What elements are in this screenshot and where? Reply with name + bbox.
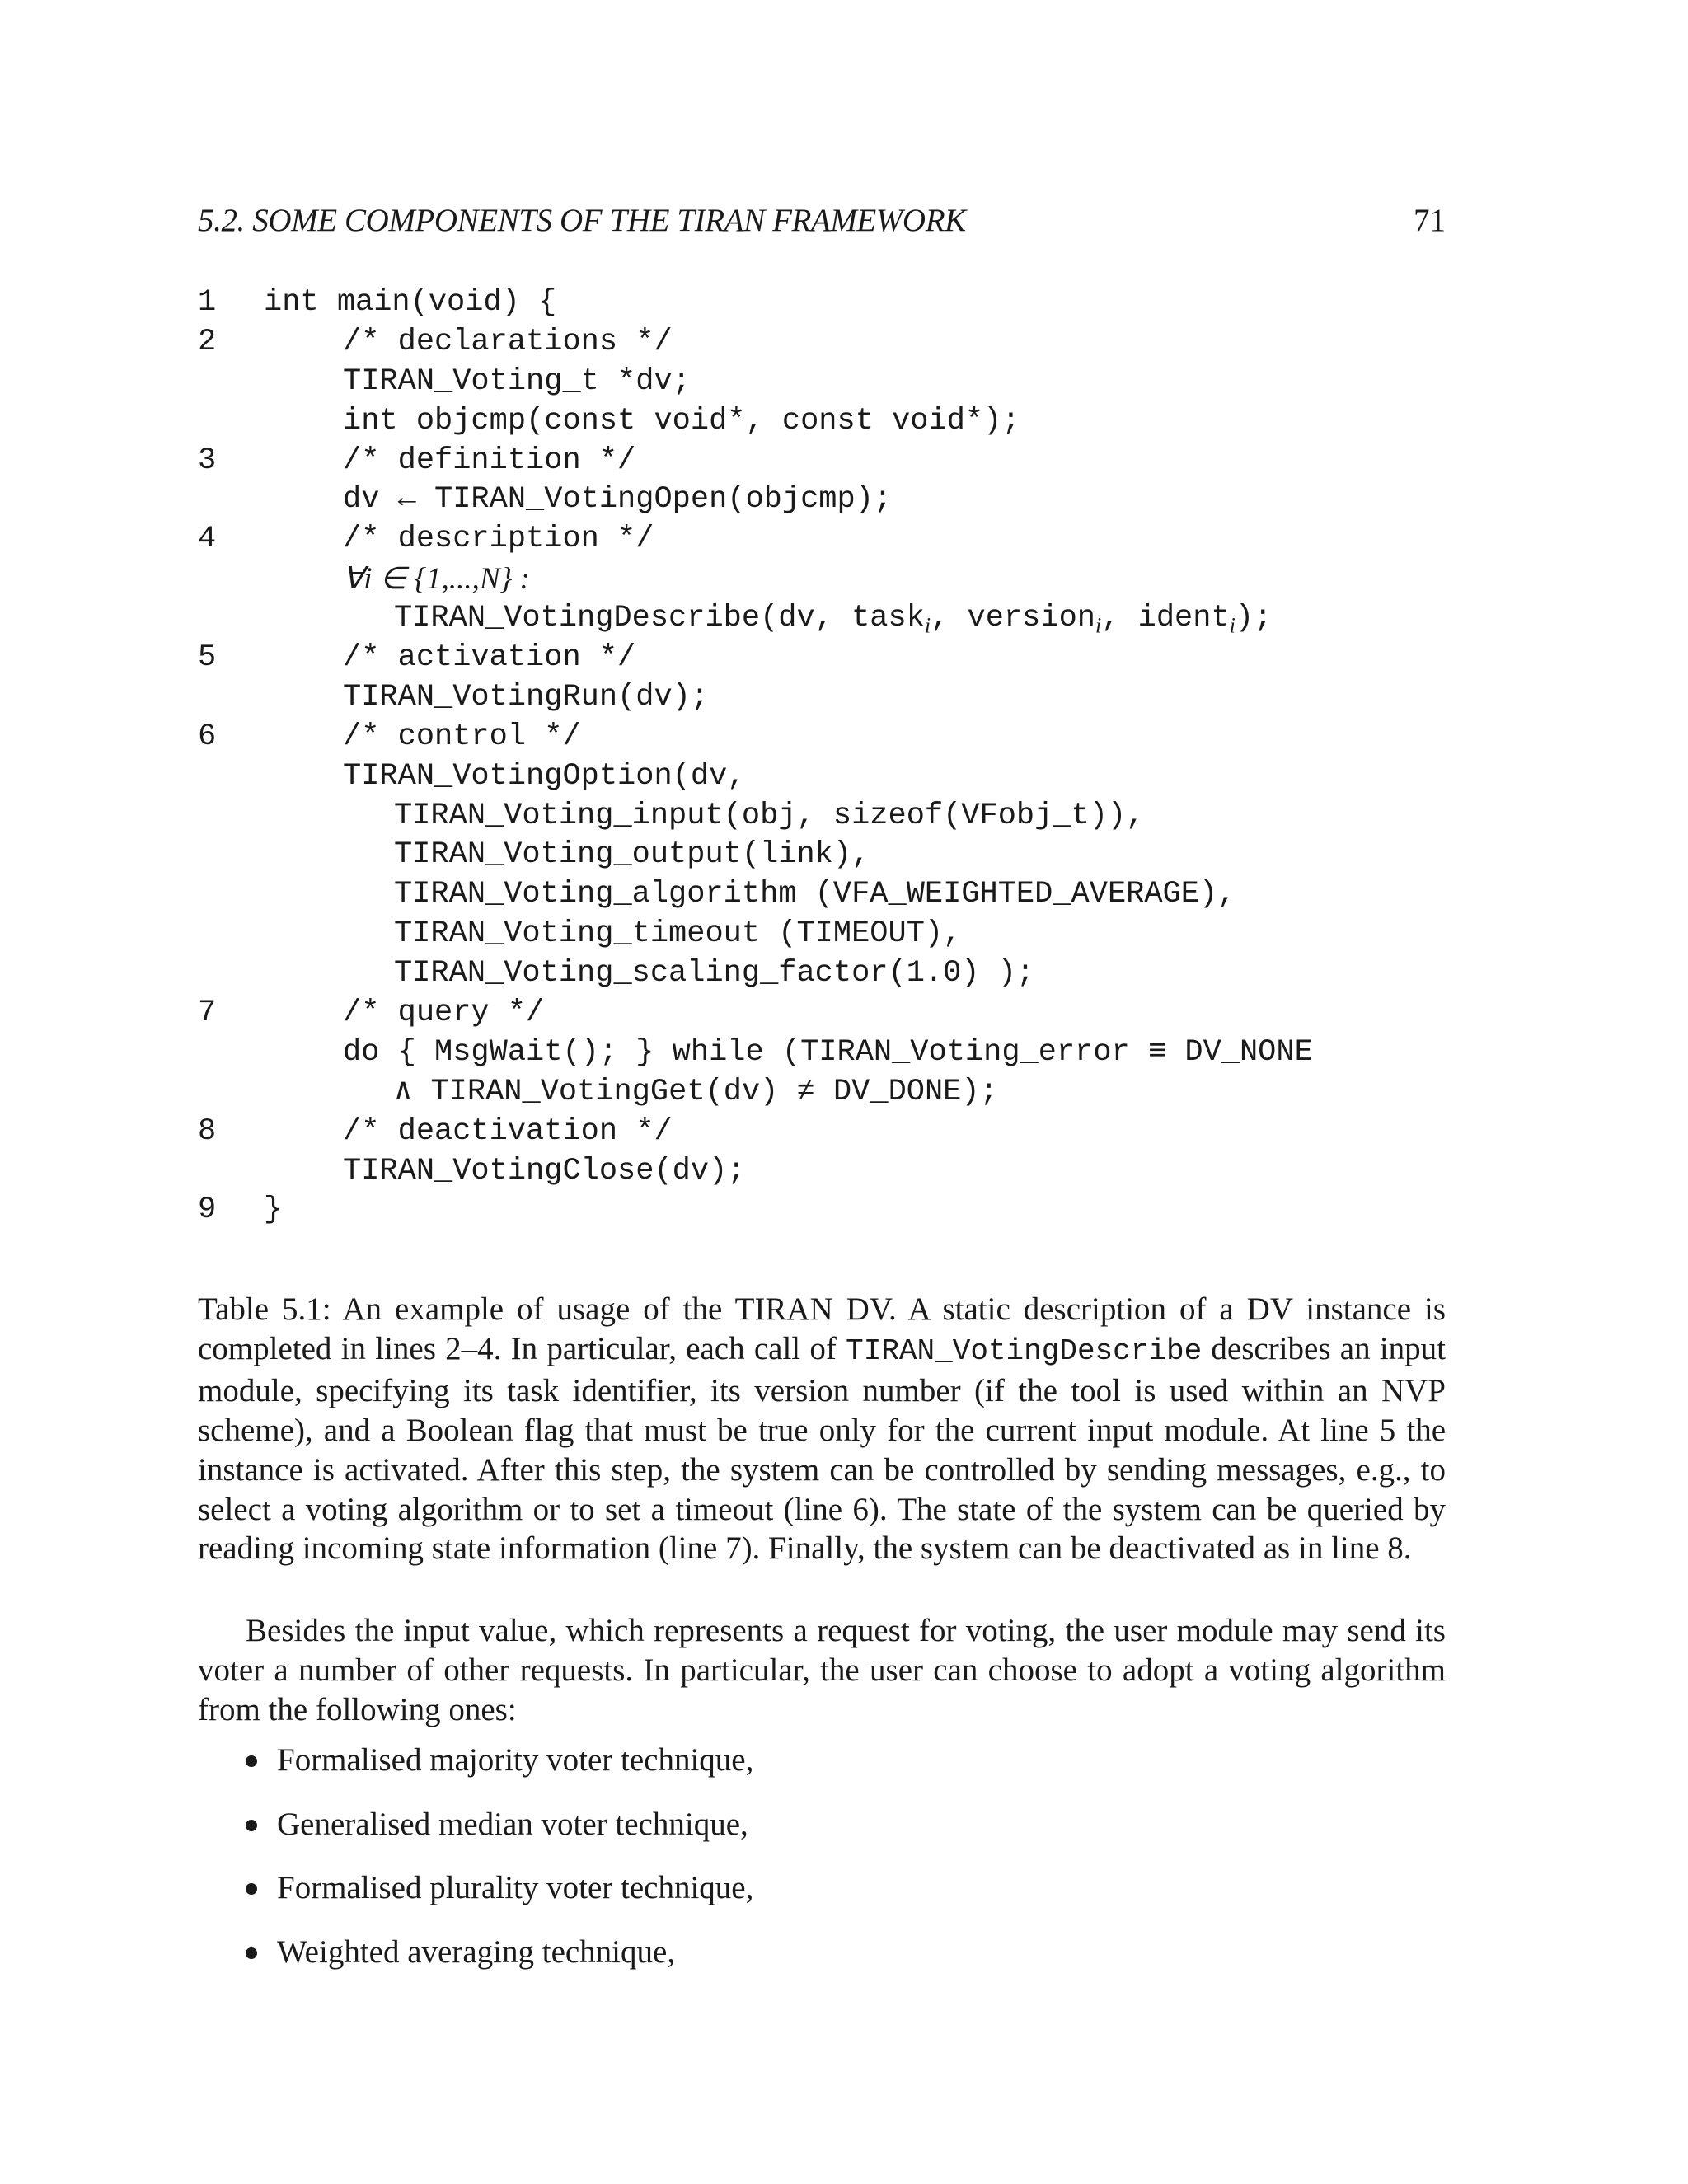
code-line bbox=[198, 560, 1484, 599]
table-caption bbox=[198, 1290, 1446, 1568]
line-number: 4 bbox=[198, 522, 217, 557]
caption-text-start: Table 5.1: An example of usage of the TIRAN DV. A static description of a DV instance is completed in lines 2–4. In particular, each call of bbox=[198, 1291, 1446, 1366]
code-line bbox=[198, 954, 1484, 994]
voting-algorithm-list bbox=[244, 1741, 1398, 1996]
caption-code-term: TIRAN_VotingDescribe bbox=[846, 1333, 1203, 1368]
list-item bbox=[244, 1933, 1398, 1997]
code-text: TIRAN_Voting_input(obj, sizeof(VFobj_t)), bbox=[394, 798, 1145, 833]
line-number: 3 bbox=[198, 443, 217, 478]
code-line bbox=[198, 836, 1484, 875]
code-line bbox=[198, 797, 1484, 837]
code-text: TIRAN_Voting_output(link), bbox=[394, 837, 870, 873]
list-item-text: Formalised plurality voter technique, bbox=[277, 1870, 754, 1905]
bullet-icon bbox=[246, 1883, 257, 1895]
code-text: dv ← TIRAN_VotingOpen(objcmp); bbox=[343, 482, 893, 518]
page-number: 71 bbox=[1414, 203, 1446, 238]
code-line bbox=[198, 718, 1484, 757]
line-number: 1 bbox=[198, 285, 217, 320]
code-text: TIRAN_Voting_scaling_factor(1.0) ); bbox=[394, 956, 1035, 991]
caption-text-end: describes an input module, specifying its task identifier, its version number (if the tool is used within an NVP scheme), and a Boolean flag that must be true only for the current input module. At line 5 the instance is activated. After this step, the system can be controlled by sending messages, e.g., to select a voting algorithm or to set a timeout (line 6). The state of the system can be queried by reading incoming state information (line 7). Finally, the system can be deactivated as in line 8. bbox=[198, 1330, 1446, 1567]
code-line bbox=[198, 875, 1484, 915]
code-text: /* definition */ bbox=[343, 443, 636, 478]
list-item bbox=[244, 1868, 1398, 1933]
line-number: 5 bbox=[198, 640, 217, 676]
code-line bbox=[198, 1191, 1484, 1230]
code-text: /* description */ bbox=[343, 522, 654, 557]
code-line bbox=[198, 520, 1484, 560]
list-item-text: Generalised median voter technique, bbox=[277, 1806, 748, 1842]
code-line bbox=[198, 480, 1484, 520]
code-text: /* control */ bbox=[343, 719, 581, 754]
list-item-text: Weighted averaging technique, bbox=[277, 1933, 676, 1970]
bullet-icon bbox=[246, 1820, 257, 1831]
code-text: do { MsgWait(); } while (TIRAN_Voting_error ≡ DV_NONE bbox=[343, 1034, 1313, 1070]
code-line bbox=[198, 284, 1484, 323]
body-paragraph: Besides the input value, which represents a request for voting, the user module may send its voter a number of other requests. In particular, the user can choose to adopt a voting algorithm from the following ones: bbox=[198, 1613, 1446, 1727]
line-number: 6 bbox=[198, 719, 217, 754]
code-text: TIRAN_VotingClose(dv); bbox=[343, 1153, 746, 1188]
code-line bbox=[198, 757, 1484, 797]
code-text: int objcmp(const void*, const void*); bbox=[343, 403, 1020, 438]
code-line bbox=[198, 363, 1484, 402]
code-text: /* activation */ bbox=[343, 640, 636, 676]
code-text: TIRAN_VotingOption(dv, bbox=[343, 758, 746, 794]
code-line bbox=[198, 599, 1484, 639]
code-text: /* declarations */ bbox=[343, 324, 673, 359]
code-line bbox=[198, 1073, 1484, 1113]
code-text: int main(void) { bbox=[264, 285, 557, 320]
code-line bbox=[198, 442, 1484, 481]
code-text: } bbox=[264, 1193, 283, 1228]
bullet-icon bbox=[246, 1947, 257, 1959]
code-text: /* deactivation */ bbox=[343, 1113, 673, 1149]
list-item bbox=[244, 1741, 1398, 1805]
code-text: TIRAN_VotingRun(dv); bbox=[343, 679, 710, 715]
code-listing bbox=[198, 284, 1484, 1230]
code-line bbox=[198, 915, 1484, 954]
code-text: TIRAN_Voting_t *dv; bbox=[343, 363, 691, 399]
code-text: /* query */ bbox=[343, 996, 545, 1031]
section-title: 5.2. SOME COMPONENTS OF THE TIRAN FRAMEWORK bbox=[198, 203, 966, 238]
list-item bbox=[244, 1805, 1398, 1869]
code-line bbox=[198, 678, 1484, 718]
code-line bbox=[198, 994, 1484, 1033]
code-text: TIRAN_VotingDescribe(dv, task$_i$, version$_i$, ident$_i$); bbox=[394, 601, 1273, 638]
code-line bbox=[198, 1113, 1484, 1152]
code-line bbox=[198, 639, 1484, 678]
code-line bbox=[198, 402, 1484, 442]
code-text: TIRAN_Voting_algorithm (VFA_WEIGHTED_AVERAGE), bbox=[394, 877, 1236, 912]
code-line bbox=[198, 1152, 1484, 1192]
code-text: ∀i ∈ {1,...,N} : bbox=[343, 562, 530, 597]
code-line bbox=[198, 323, 1484, 363]
line-number: 7 bbox=[198, 996, 217, 1031]
list-item-text: Formalised majority voter technique, bbox=[277, 1742, 754, 1778]
running-head bbox=[198, 201, 1446, 241]
bullet-icon bbox=[246, 1755, 257, 1767]
code-line bbox=[198, 1033, 1484, 1073]
line-number: 2 bbox=[198, 324, 217, 359]
line-number: 9 bbox=[198, 1193, 217, 1228]
line-number: 8 bbox=[198, 1113, 217, 1149]
code-text: TIRAN_Voting_timeout (TIMEOUT), bbox=[394, 916, 962, 952]
code-text: ∧ TIRAN_VotingGet(dv) ≠ DV_DONE); bbox=[394, 1074, 998, 1109]
